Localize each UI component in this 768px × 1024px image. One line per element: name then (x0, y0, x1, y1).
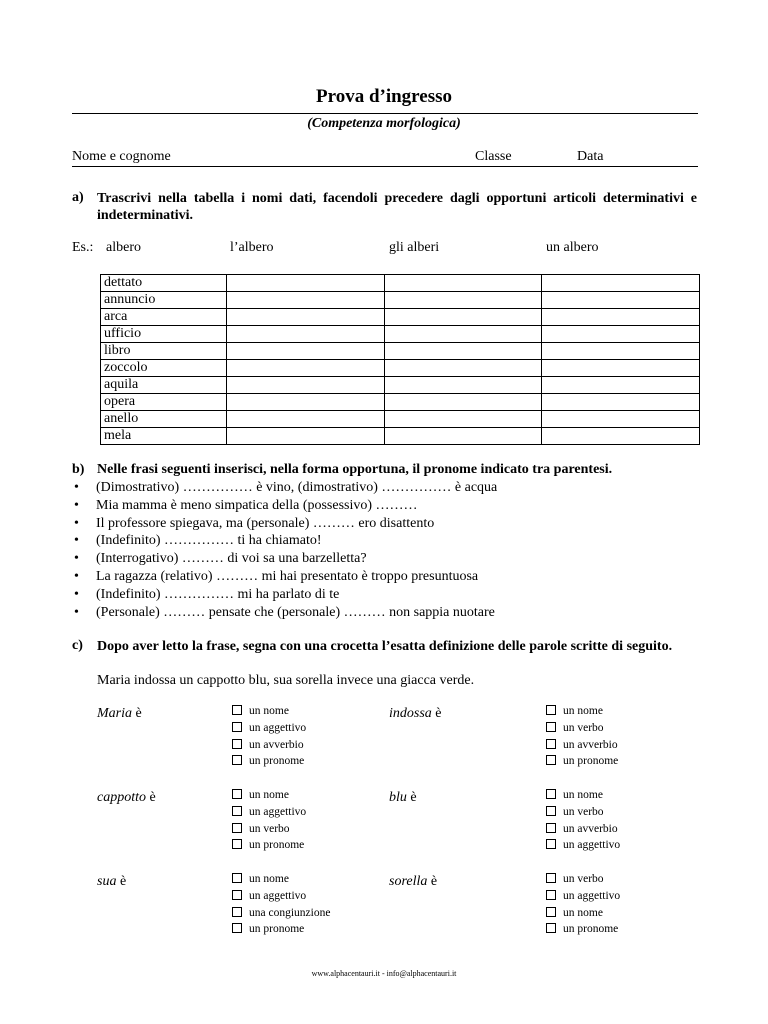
word-text: blu (389, 790, 407, 805)
options-maria (232, 703, 306, 770)
example-indefinite-article: un albero (546, 240, 599, 255)
word-text: sua (97, 874, 117, 889)
option[interactable] (546, 787, 620, 804)
answer-cell[interactable] (227, 275, 385, 292)
table-row (101, 394, 700, 411)
noun-cell: libro (101, 343, 227, 360)
sentence-text: (Indefinito) …………… mi ha parlato di te (96, 586, 340, 602)
option[interactable] (546, 703, 618, 720)
word-text: indossa (389, 706, 432, 721)
list-item (72, 550, 497, 568)
option-label: un aggettivo (249, 889, 307, 902)
answer-cell[interactable] (227, 394, 385, 411)
options-indossa (546, 703, 618, 770)
option[interactable] (546, 753, 618, 770)
answer-cell[interactable] (227, 292, 385, 309)
word-text: sorella (389, 874, 428, 889)
options-cappotto (232, 787, 306, 854)
word-sua (97, 874, 126, 890)
option-label: un nome (563, 906, 603, 919)
checkbox-icon[interactable] (232, 705, 242, 715)
option-label: un pronome (563, 755, 619, 768)
example-prefix: Es.: (72, 240, 94, 255)
word-blu (389, 790, 417, 806)
noun-cell: arca (101, 309, 227, 326)
option[interactable] (232, 720, 306, 737)
checkbox-icon[interactable] (546, 823, 556, 833)
option[interactable] (546, 871, 620, 888)
table-row (101, 326, 700, 343)
option[interactable] (232, 837, 306, 854)
answer-cell[interactable] (227, 411, 385, 428)
answer-cell[interactable] (384, 411, 542, 428)
answer-cell[interactable] (227, 343, 385, 360)
answer-cell[interactable] (384, 292, 542, 309)
option-label: un verbo (563, 873, 604, 885)
verb-text: è (119, 874, 127, 889)
page-subtitle: (Competenza morfologica) (307, 116, 461, 131)
checkbox-icon[interactable] (232, 722, 242, 732)
bullet-icon: • (74, 604, 79, 620)
checkbox-icon[interactable] (546, 789, 556, 799)
answer-cell[interactable] (384, 394, 542, 411)
table-row (101, 411, 700, 428)
checkbox-icon[interactable] (546, 806, 556, 816)
section-a-instruction: Trascrivi nella tabella i nomi dati, facendoli precedere dagli opportuni articoli determinativi e indeterminativi. (97, 191, 697, 223)
sentence-text: (Interrogativo) ……… di voi sa una barzelletta? (96, 551, 367, 567)
options-sorella (546, 871, 620, 938)
option[interactable] (232, 871, 330, 888)
word-cappotto (97, 790, 156, 806)
option[interactable] (232, 804, 306, 821)
bullet-icon: • (74, 551, 79, 567)
bullet-icon: • (74, 568, 79, 584)
table-row (101, 275, 700, 292)
checkbox-icon[interactable] (546, 890, 556, 900)
checkbox-icon[interactable] (546, 839, 556, 849)
checkbox-icon[interactable] (546, 755, 556, 765)
option[interactable] (232, 905, 330, 922)
word-maria (97, 706, 142, 722)
page-footer: www.alphacentauri.it - info@alphacentauri.it (311, 969, 457, 978)
checkbox-icon[interactable] (546, 739, 556, 749)
option[interactable] (232, 737, 306, 754)
list-item (72, 497, 497, 515)
option[interactable] (546, 921, 620, 938)
option-label: un nome (563, 705, 603, 717)
section-a-label: a) (72, 190, 84, 205)
pronoun-sentences-list (72, 479, 497, 621)
answer-cell[interactable] (542, 360, 700, 377)
answer-cell[interactable] (542, 309, 700, 326)
verb-text: è (135, 706, 142, 721)
bullet-icon: • (74, 533, 79, 549)
checkbox-icon[interactable] (232, 739, 242, 749)
title-divider (72, 113, 698, 114)
checkbox-icon[interactable] (232, 755, 242, 765)
option[interactable] (546, 888, 620, 905)
noun-cell: anello (101, 411, 227, 428)
option[interactable] (546, 821, 620, 838)
list-item (72, 479, 497, 497)
answer-cell[interactable] (384, 275, 542, 292)
checkbox-icon[interactable] (546, 705, 556, 715)
answer-cell[interactable] (542, 292, 700, 309)
answer-cell[interactable] (227, 326, 385, 343)
option-label: un pronome (249, 755, 305, 768)
checkbox-icon[interactable] (232, 839, 242, 849)
option[interactable] (232, 888, 330, 905)
checkbox-icon[interactable] (232, 789, 242, 799)
options-sua (232, 871, 330, 938)
sentence-text: La ragazza (relativo) ……… mi hai presentato è troppo presuntuosa (96, 568, 479, 584)
option-label: un avverbio (563, 738, 618, 751)
page-title: Prova d’ingresso (316, 86, 452, 107)
answer-cell[interactable] (542, 428, 700, 445)
table-row (101, 343, 700, 360)
option-label: un verbo (563, 805, 604, 818)
option-label: un verbo (249, 822, 290, 835)
noun-cell: dettato (101, 275, 227, 292)
option-label: un nome (563, 789, 603, 801)
table-row (101, 428, 700, 445)
header-divider (72, 166, 698, 167)
example-definite-article: l’albero (230, 240, 274, 255)
option-label: un aggettivo (249, 805, 307, 818)
noun-cell: mela (101, 428, 227, 445)
option-label: un pronome (249, 839, 305, 852)
noun-cell: zoccolo (101, 360, 227, 377)
table-row (101, 377, 700, 394)
checkbox-icon[interactable] (546, 722, 556, 732)
list-item (72, 586, 497, 604)
option-label: un aggettivo (563, 839, 621, 852)
verb-text: è (430, 874, 438, 889)
checkbox-icon[interactable] (232, 823, 242, 833)
sentence-text: (Personale) ……… pensate che (personale) ……… non sappia nuotare (96, 604, 495, 620)
answer-cell[interactable] (542, 394, 700, 411)
checkbox-icon[interactable] (232, 923, 242, 933)
sentence-text: Il professore spiegava, ma (personale) ……… ero disattento (96, 515, 435, 531)
answer-cell[interactable] (384, 326, 542, 343)
option-label: un pronome (249, 923, 305, 936)
answer-cell[interactable] (384, 360, 542, 377)
example-plural: gli alberi (389, 240, 440, 255)
answer-cell[interactable] (384, 377, 542, 394)
option-label: un aggettivo (249, 721, 307, 734)
option-label: un nome (249, 873, 289, 885)
noun-cell: annuncio (101, 292, 227, 309)
bullet-icon: • (74, 497, 79, 513)
option[interactable] (546, 905, 620, 922)
word-text: Maria (97, 706, 132, 721)
option[interactable] (232, 821, 306, 838)
answer-cell[interactable] (384, 309, 542, 326)
answer-cell[interactable] (542, 411, 700, 428)
section-b-label: b) (72, 462, 85, 477)
option-label: un avverbio (563, 822, 618, 835)
option-label: un nome (249, 789, 289, 801)
answer-cell[interactable] (227, 360, 385, 377)
word-sorella (389, 874, 437, 890)
options-blu (546, 787, 620, 854)
option[interactable] (546, 837, 620, 854)
option-label: un pronome (563, 923, 619, 936)
answer-cell[interactable] (227, 377, 385, 394)
table-row (101, 292, 700, 309)
option-label: un avverbio (249, 738, 304, 751)
noun-cell: aquila (101, 377, 227, 394)
verb-text: è (410, 790, 417, 805)
list-item (72, 532, 497, 550)
checkbox-icon[interactable] (232, 873, 242, 883)
word-text: cappotto (97, 790, 146, 805)
checkbox-icon[interactable] (232, 806, 242, 816)
option[interactable] (546, 720, 618, 737)
answer-cell[interactable] (542, 343, 700, 360)
answer-cell[interactable] (384, 428, 542, 445)
option-label: un aggettivo (563, 889, 621, 902)
option[interactable] (546, 804, 620, 821)
answer-cell[interactable] (542, 326, 700, 343)
answer-cell[interactable] (227, 309, 385, 326)
option-label: un nome (249, 705, 289, 717)
checkbox-icon[interactable] (232, 890, 242, 900)
name-field-label: Nome e cognome (72, 149, 171, 164)
option[interactable] (232, 921, 330, 938)
table-row (101, 360, 700, 377)
checkbox-icon[interactable] (546, 923, 556, 933)
table-row (101, 309, 700, 326)
noun-cell: ufficio (101, 326, 227, 343)
option-label: un verbo (563, 721, 604, 734)
answer-cell[interactable] (542, 377, 700, 394)
list-item (72, 604, 497, 622)
option[interactable] (232, 753, 306, 770)
answer-cell[interactable] (227, 428, 385, 445)
answer-cell[interactable] (384, 343, 542, 360)
sentence-text: (Dimostrativo) …………… è vino, (dimostrativo) …………… è acqua (96, 480, 498, 495)
option[interactable] (546, 737, 618, 754)
list-item (72, 568, 497, 586)
section-b-instruction: Nelle frasi seguenti inserisci, nella forma opportuna, il pronome indicato tra parentesi. (97, 462, 613, 477)
answer-cell[interactable] (542, 275, 700, 292)
noun-cell: opera (101, 394, 227, 411)
list-item (72, 515, 497, 533)
sentence-text: Mia mamma è meno simpatica della (possessivo) ……… (96, 497, 418, 513)
option-label: una congiunzione (249, 906, 331, 919)
verb-text: è (149, 790, 156, 805)
checkbox-icon[interactable] (546, 907, 556, 917)
nouns-table (100, 274, 700, 445)
bullet-icon: • (74, 480, 79, 495)
sentence-text: (Indefinito) …………… ti ha chiamato! (96, 533, 322, 549)
option[interactable] (232, 703, 306, 720)
bullet-icon: • (74, 586, 79, 602)
checkbox-icon[interactable] (232, 907, 242, 917)
word-indossa (389, 706, 442, 722)
section-c-instruction: Dopo aver letto la frase, segna con una crocetta l’esatta definizione delle parole scritte di seguito. (97, 639, 673, 654)
date-field-label: Data (577, 149, 604, 164)
section-c-sentence: Maria indossa un cappotto blu, sua sorella invece una giacca verde. (97, 673, 475, 688)
section-c-label: c) (72, 638, 83, 653)
example-word: albero (106, 240, 141, 255)
verb-text: è (435, 706, 442, 721)
bullet-icon: • (74, 515, 79, 531)
checkbox-icon[interactable] (546, 873, 556, 883)
class-field-label: Classe (475, 149, 512, 164)
option[interactable] (232, 787, 306, 804)
